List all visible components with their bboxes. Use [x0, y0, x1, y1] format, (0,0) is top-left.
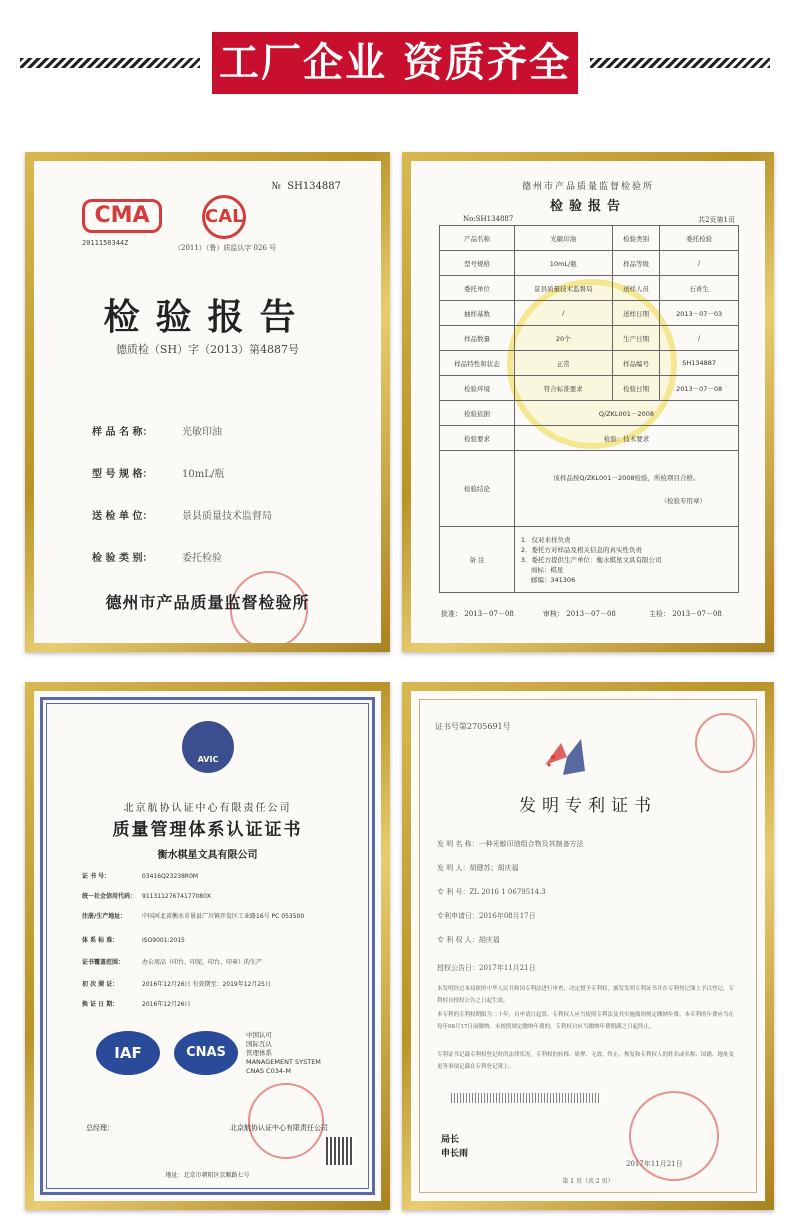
patent-paragraph: 本发明经过本局依照中华人民共和国专利法进行审查，决定授予专利权，颁发发明专利证书并在专利登记簿上予以登记。专利权自授权公告之日起生效。 [437, 986, 735, 1004]
certificate-frame-inspection-cover [25, 152, 390, 652]
field-row: 发 明 人：胡健苏；胡庆福 [437, 864, 519, 872]
banner-title: 工厂企业 资质齐全 [212, 32, 578, 94]
address: 地址：北京市朝阳区京顺路七号 [165, 1172, 250, 1179]
table-row: 检验要求 检验：技术要求 [440, 426, 739, 451]
cma-logo-icon: CMA [82, 199, 162, 233]
field-row: 注册/生产地址： 中国河北省衡水市景县广川镇开发区工业路16号 PC 053500 [82, 913, 305, 920]
field-row: 专利申请日：2016年08月17日 [437, 912, 536, 920]
field-row: 初 次 颁 证： 2016年12月26日 有效期至：2019年12月25日 [82, 981, 271, 988]
red-stamp-icon [248, 1083, 324, 1159]
patent-emblem-icon [541, 735, 601, 779]
table-row: 产品名称 光敏印油 检验类别 委托检验 [440, 226, 739, 251]
field-row: 送 检 单 位： 景县质量技术监督局 [92, 511, 272, 522]
field-row: 专 利 号：ZL 2016 1 0679514.3 [437, 888, 546, 896]
inspector-signature: 主检： 2013－07－08 [649, 610, 722, 618]
field-row: 检 验 类 别： 委托检验 [92, 553, 222, 564]
certificate-inspection-cover [34, 161, 381, 643]
table-row: 检验结论 该样品按Q/ZKL001－2008检验，所检项目合格。 （检验专用章） [440, 451, 739, 527]
issuing-organization: 北京航协认证中心有限责任公司 [123, 803, 292, 814]
field-row: 换 证 日 期： 2016年12月26日 [82, 1001, 191, 1008]
inspection-table [439, 225, 739, 593]
table-row: 样品数量 20个 生产日期 / [440, 326, 739, 351]
signature-organization: 北京航协认证中心有限责任公司 [230, 1124, 328, 1132]
field-row: 专 利 权 人：胡庆福 [437, 936, 500, 944]
qr-code-icon [326, 1137, 354, 1165]
report-title: 检验报告 [549, 199, 626, 214]
cal-logo-icon: CAL [202, 195, 246, 239]
red-stamp-icon [695, 713, 755, 773]
barcode-icon [451, 1093, 601, 1103]
certificate-frame-patent [402, 682, 774, 1210]
field-row: 型 号 规 格： 10mL/瓶 [92, 469, 225, 480]
accreditation-text: 中国认可 国际互认 管理体系 MANAGEMENT SYSTEM CNAS C034-M [246, 1031, 321, 1075]
company-name: 衡水棋星文具有限公司 [157, 850, 258, 861]
certificate-title: 质量管理体系认证证书 [112, 820, 303, 840]
table-row: 型号规格 10mL/瓶 样品等级 / [440, 251, 739, 276]
issue-date: 2017年11月21日 [626, 1160, 683, 1168]
report-title: 检验报告 [103, 296, 312, 338]
certificate-frame-iso [25, 682, 390, 1210]
patent-paragraph: 本专利的专利权期限为二十年，自申请日起算。专利权人应当依照专利法及其实施细则规定缴纳年费。本专利的年费应当在每年08月17日前缴纳。未按照规定缴纳年费的，专利权自应当缴纳年费期满之日起终止。 [437, 1012, 735, 1030]
field-row: 授权公告日：2017年11月21日 [437, 964, 536, 972]
field-row: 统一社会信用代码： 91131127674177080X [82, 893, 212, 900]
iaf-logo-icon: IAF [96, 1031, 160, 1075]
field-row: 体 系 标 准： ISO9001:2015 [82, 937, 185, 944]
cma-code: 2011150344Z [82, 239, 129, 247]
certificate-patent [411, 691, 765, 1201]
certificate-iso [34, 691, 381, 1201]
field-row: 样 品 名 称： 光敏印油 [92, 427, 222, 438]
approver-signature: 批准： 2013－07－08 [441, 610, 514, 618]
header-banner [0, 28, 790, 98]
certificate-frame-inspection-table [402, 152, 774, 652]
decorative-stripe-left [20, 58, 200, 68]
field-row: 证 书 号： 03416Q23238R0M [82, 873, 199, 880]
table-row: 检验环境 符合标准要求 检验日期 2013－07－08 [440, 376, 739, 401]
report-number: No:SH134887 [463, 215, 514, 223]
certificate-number: 证书号第2705691号 [435, 722, 511, 731]
page-footer: 第 1 页（共 2 页） [562, 1178, 614, 1185]
reviewer-signature: 审核： 2013－07－08 [543, 610, 616, 618]
certificate-inspection-table [411, 161, 765, 643]
report-header: 德州市产品质量监督检验所 [521, 182, 654, 192]
table-row: 委托单位 景县质量技术监督局 送样人员 石喜生 [440, 276, 739, 301]
table-row: 备 注 1．仅对来样负责 2．委托方对样品及相关信息的真实性负责 3．委托方提供生产单位：衡水棋星文具有限公司 商标：棋星 邮编：341306 [440, 527, 739, 593]
patent-paragraph: 专利证书记载专利权登记时的法律状况。专利权的转移、质押、无效、终止、恢复和专利权人的姓名或名称、国籍、地址变更等事项记载在专利登记簿上。 [437, 1052, 735, 1070]
serial-number: № SH134887 [271, 181, 341, 192]
cal-code: （2011）（鲁）质监认字 026 号 [174, 244, 277, 252]
report-reference: 德质检（SH）字（2013）第4887号 [115, 343, 300, 356]
red-side-stamp-icon [745, 281, 761, 541]
decorative-stripe-right [590, 58, 770, 68]
director-signature: 局长 申长雨 [441, 1135, 469, 1159]
avic-logo-icon: AVIC [182, 721, 234, 773]
certificate-title: 发明专利证书 [519, 796, 657, 816]
field-row: 发 明 名 称：一种光敏印油组合物及其制备方法 [437, 840, 584, 848]
field-row: 证书覆盖范围： 办公用品（印台、印泥、印台、印章）的生产 [82, 959, 263, 966]
signature-label: 总经理： [86, 1124, 114, 1132]
table-row: 样品特性和状态 正常 样品编号 SH134887 [440, 351, 739, 376]
table-row: 抽样基数 / 送样日期 2013－07－03 [440, 301, 739, 326]
table-row: 检验依据 Q/ZKL001－2008 [440, 401, 739, 426]
cnas-logo-icon: CNAS [174, 1031, 238, 1075]
issuing-organization: 德州市产品质量监督检验所 [105, 593, 310, 612]
page-count: 共2页第1页 [698, 216, 735, 224]
